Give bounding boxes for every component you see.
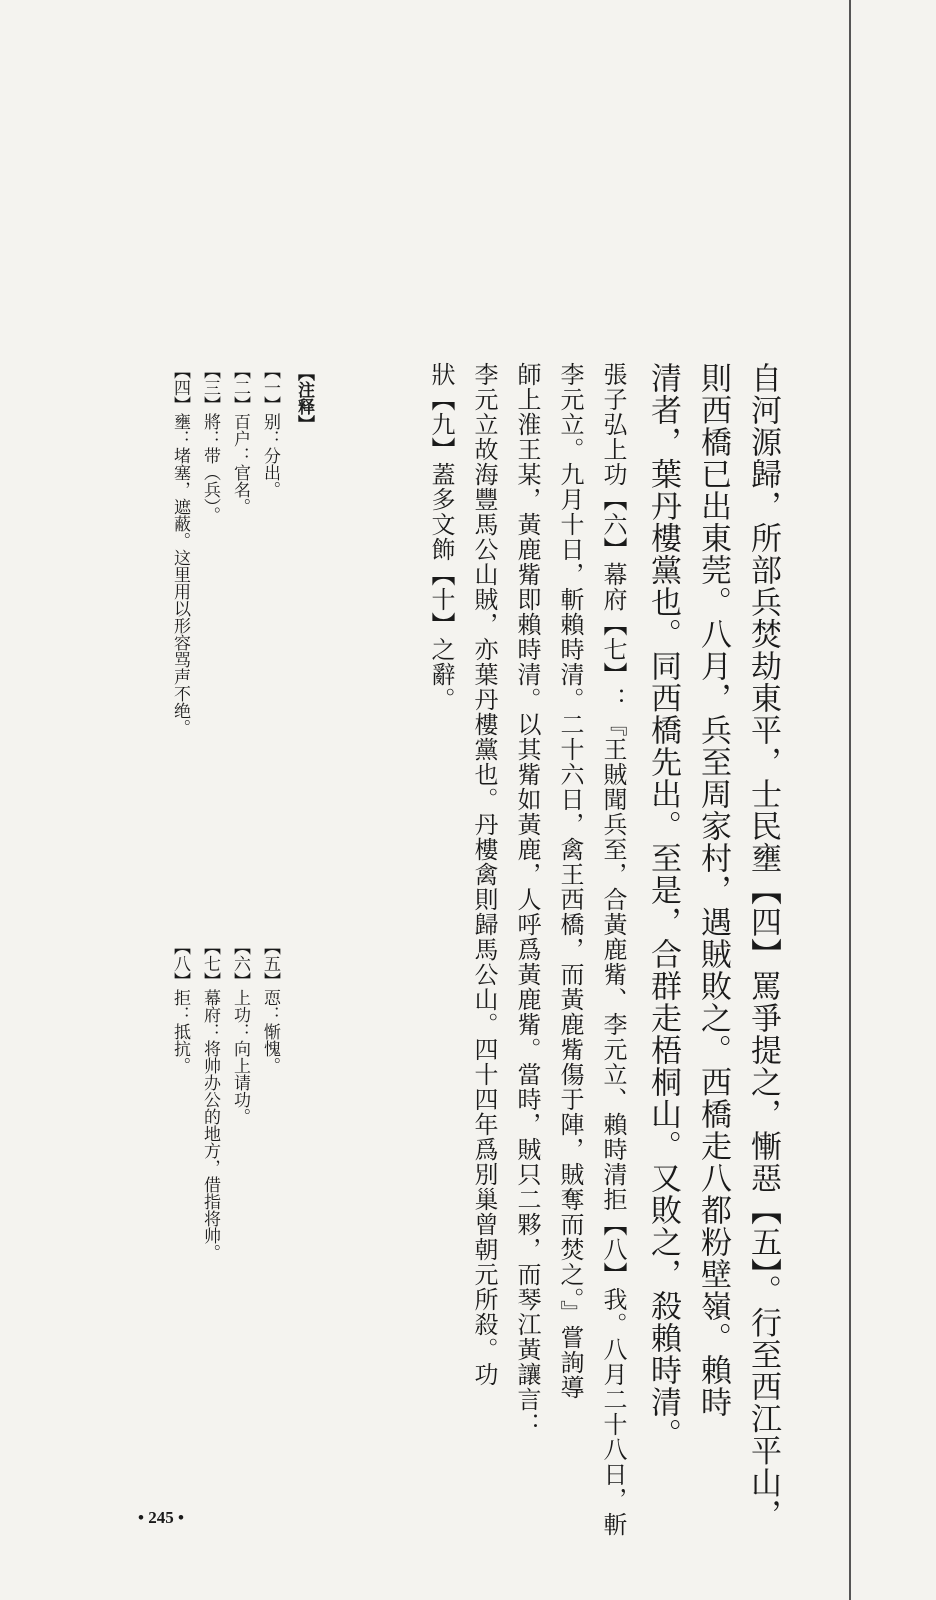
note-item-7: 【七】幕府：将帅办公的地方，借指将帅。 <box>200 938 220 1261</box>
note-item-8: 【八】拒：抵抗。 <box>170 938 190 1074</box>
body-column-6: 師上淮王某，黃鹿觜即賴時清。以其觜如黃鹿，人呼爲黃鹿觜。當時，賊只二夥，而琴江黃讓言： <box>513 362 541 1437</box>
page-number: • 245 • <box>138 1508 184 1527</box>
body-column-2: 則西橋已出東莞。八月，兵至周家村，遇賊敗之。西橋走八都粉壁嶺。賴時 <box>695 362 731 1418</box>
body-column-1: 自河源歸，所部兵焚劫東平，士民壅【四】罵爭提之，慚惡【五】。行至西江平山， <box>745 362 781 1531</box>
body-column-7: 李元立故海豐馬公山賊，亦葉丹樓黨也。丹樓禽則歸馬公山。四十四年爲別巢曾朝元所殺。功 <box>470 362 498 1387</box>
note-item-5: 【五】恧：惭愧。 <box>260 938 280 1074</box>
body-column-3: 清者，葉丹樓黨也。同西橋先出。至是，合群走梧桐山。又敗之，殺賴時清。 <box>645 362 681 1450</box>
body-column-8: 狀【九】蓋多文飾【十】之辭。 <box>427 362 455 712</box>
note-item-6: 【六】上功：向上请功。 <box>230 938 250 1125</box>
page-edge-line <box>849 0 851 1600</box>
body-column-4: 張子弘上功【六】幕府【七】：『王賊聞兵至，合黃鹿觜、李元立、賴時清拒【八】我。八月二十八日，斬 <box>599 362 627 1537</box>
note-item-2: 【二】百户：官名。 <box>230 362 250 515</box>
notes-heading: 【注释】 <box>294 364 314 432</box>
body-column-5: 李元立。九月十日，斬賴時清。二十六日，禽王西橋，而黃鹿觜傷于陣，賊奪而焚之。』嘗詢導 <box>556 362 584 1400</box>
note-item-1: 【一】别：分出。 <box>260 362 280 498</box>
note-item-3: 【三】將：带（兵）。 <box>200 362 220 524</box>
note-item-4: 【四】壅：堵塞，遮蔽。这里用以形容骂声不绝。 <box>170 362 190 736</box>
